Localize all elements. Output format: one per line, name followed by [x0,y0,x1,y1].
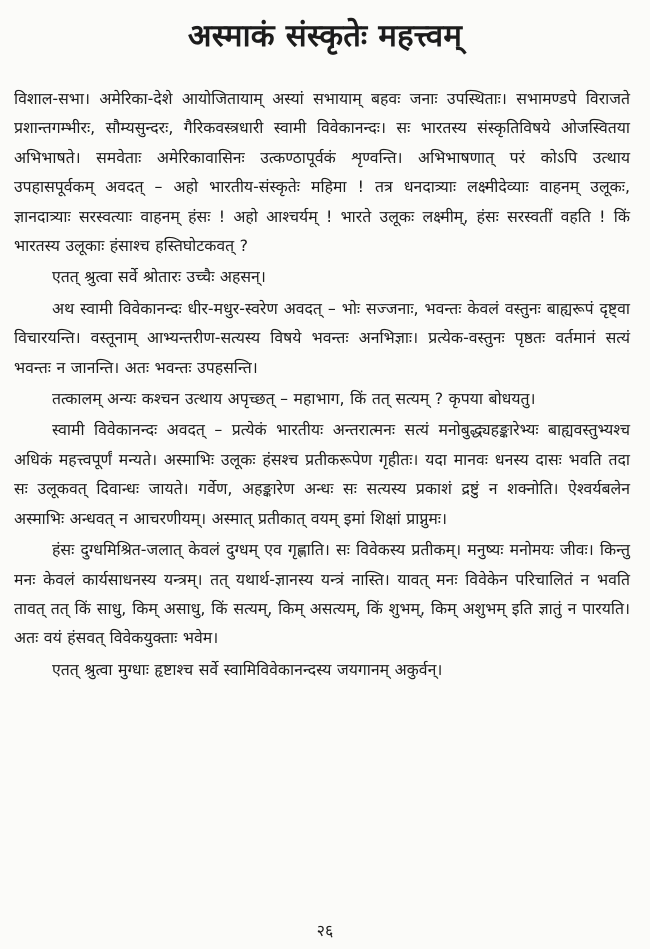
paragraph-4: तत्कालम् अन्यः कश्चन उत्थाय अपृच्छत् – महाभाग, किं तत् सत्यम् ? कृपया बोधयतु। [52,389,536,409]
page-title: अस्माकं संस्कृतेः महत्त्वम् [187,18,463,54]
paragraph-1: विशाल-सभा। अमेरिका-देशे आयोजितायाम् अस्यां सभायाम् बहवः जनाः उपस्थिताः। सभामण्डपे विराजते प्रशान्तगम्भीरः, सौम्यसुन्दरः, गैरिकवस्त्रधारी स्वामी विवेकानन्दः। सः भारतस्य संस्कृतिविषये ओजस्वितया अभिभाषते। समवेताः अमेरिकावासिनः उत्कण्ठापूर्वकं शृण्वन्ति। अभिभाषणात् परं कोऽपि उत्थाय उपहासपूर्वकम् अवदत् – अहो भारतीय-संस्कृतेः महिमा ! तत्र धनदात्र्याः लक्ष्मीदेव्याः वाहनम् उलूकः, ज्ञानदात्र्याः सरस्वत्याः वाहनम् हंसः ! अहो आश्चर्यम् ! भारते उलूकः लक्ष्मीम्, हंसः सरस्वतीं वहति ! किं भारतस्य उलूकाः हंसाश्च हस्तिघोटकवत् ? [14,89,630,256]
paragraph-3: अथ स्वामी विवेकानन्दः धीर-मधुर-स्वरेण अवदत् – भोः सज्जनाः, भवन्तः केवलं वस्तुनः बाह्यरूपं दृष्ट्वा विचारयन्ति। वस्तूनाम् आभ्यन्तरीण-सत्यस्य विषये भवन्तः अनभिज्ञाः। प्रत्येक-वस्तुनः पृष्ठतः वर्तमानं सत्यं भवन्तः न जानन्ति। अतः भवन्तः उपहसन्ति। [14,298,630,377]
paragraph-6: हंसः दुग्धमिश्रित-जलात् केवलं दुग्धम् एव गृह्णाति। सः विवेकस्य प्रतीकम्। मनुष्यः मनोमयः जीवः। किन्तु मनः केवलं कार्यसाधनस्य यन्त्रम्। तत् यथार्थ-ज्ञानस्य यन्त्रं नास्ति। यावत् मनः विवेकेन परिचालितं न भवति तावत् तत् किं साधु, किम् असाधु, किं सत्यम्, किम् असत्यम्, किं शुभम्, किम् अशुभम् इति ज्ञातुं न पारयति। अतः वयं हंसवत् विवेकयुक्ताः भवेम। [14,540,630,648]
paragraph-2: एतत् श्रुत्वा सर्वे श्रोतारः उच्चैः अहसन्। [52,267,266,287]
paragraph-5: स्वामी विवेकानन्दः अवदत् – प्रत्येकं भारतीयः अन्तरात्मनः सत्यं मनोबुद्ध्यहङ्कारेभ्यः बाह्यवस्तुभ्यश्च अधिकं महत्त्वपूर्णं मन्यते। अस्माभिः उलूकः हंसश्च प्रतीकरूपेण गृहीतः। यदा मानवः धनस्य दासः भवति तदा सः उलूकवत् दिवान्धः जायते। गर्वेण, अहङ्कारेण अन्धः सः सत्यस्य प्रकाशं द्रष्टुं न शक्नोति। ऐश्वर्यबलेन अस्माभिः अन्धवत् न आचरणीयम्। अस्मात् प्रतीकात् वयम् इमां शिक्षां प्राप्नुमः। [14,420,630,528]
body-text [14,84,630,686]
page-number: २६ [316,921,334,940]
paragraph-7: एतत् श्रुत्वा मुग्धाः हृष्टाश्च सर्वे स्वामिविवेकानन्दस्य जयगानम् अकुर्वन्। [52,659,443,679]
